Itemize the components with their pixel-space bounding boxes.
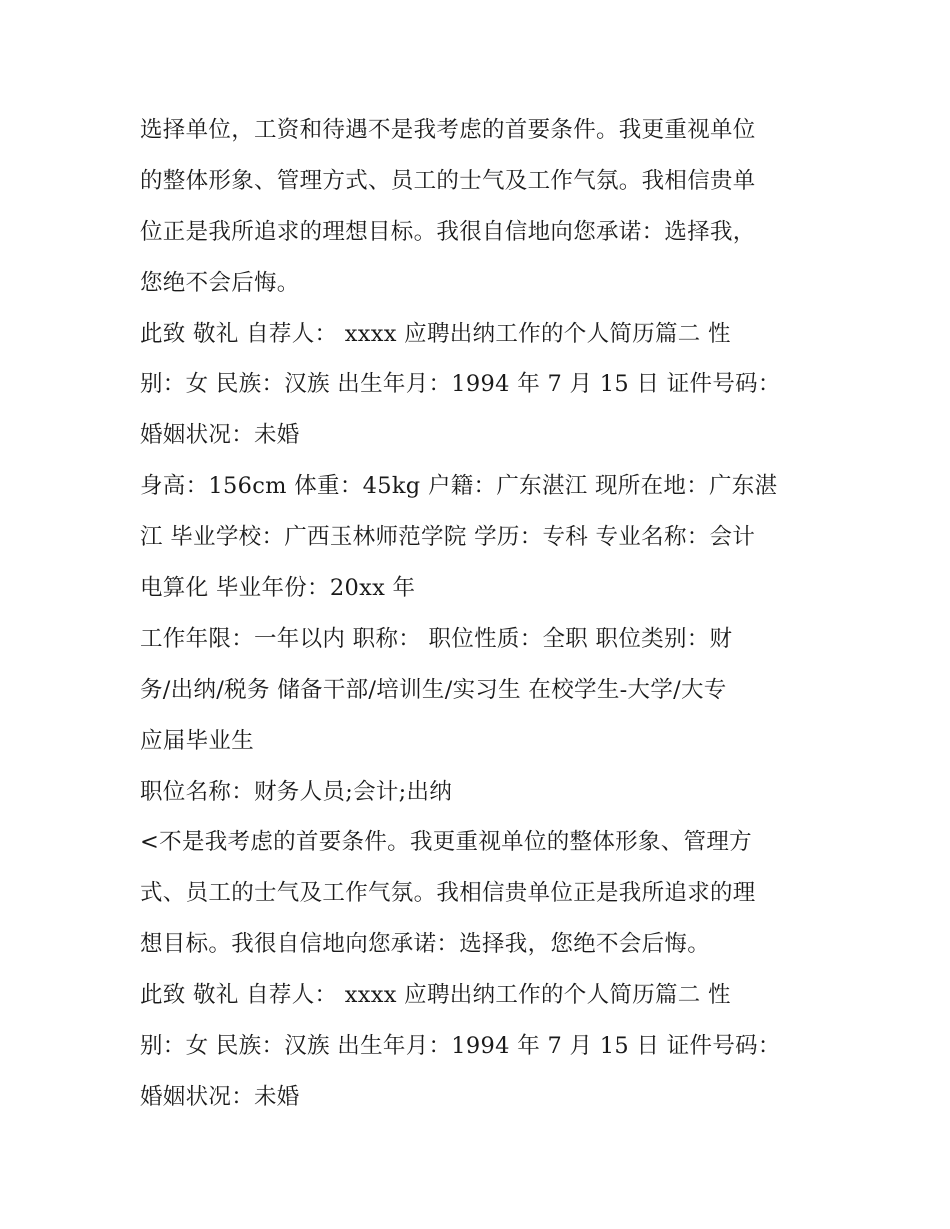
text-line: 的整体形象、管理方式、员工的士气及工作气氛。我相信贵单 xyxy=(140,167,756,194)
text-line: 此致 敬礼 自荐人： xxxx 应聘出纳工作的个人简历篇二 性 xyxy=(140,320,731,347)
text-line: 式、员工的士气及工作气氛。我相信贵单位正是我所追求的理 xyxy=(140,880,756,907)
text-line: <不是我考虑的首要条件。我更重视单位的整体形象、管理方 xyxy=(140,829,752,856)
text-line: 职位名称：财务人员;会计;出纳 xyxy=(140,778,453,805)
text-line: 您绝不会后悔。 xyxy=(140,269,300,296)
text-line: 务/出纳/税务 储备干部/培训生/实习生 在校学生-大学/大专 xyxy=(140,676,727,703)
text-line: 位正是我所追求的理想目标。我很自信地向您承诺：选择我， xyxy=(140,218,756,245)
text-line: 别：女 民族：汉族 出生年月：1994 年 7 月 15 日 证件号码： xyxy=(140,1033,781,1060)
text-line: 选择单位，工资和待遇不是我考虑的首要条件。我更重视单位 xyxy=(140,117,756,143)
text-line: 别：女 民族：汉族 出生年月：1994 年 7 月 15 日 证件号码： xyxy=(140,371,781,398)
text-line: 工作年限：一年以内 职称： 职位性质：全职 职位类别：财 xyxy=(140,625,733,652)
body-text xyxy=(140,105,820,1123)
text-line: 想目标。我很自信地向您承诺：选择我，您绝不会后悔。 xyxy=(140,931,711,958)
text-line: 江 毕业学校：广西玉林师范学院 学历：专科 专业名称：会计 xyxy=(140,524,756,551)
text-line: 电算化 毕业年份：20xx 年 xyxy=(140,575,416,602)
text-line: 应届毕业生 xyxy=(140,727,255,754)
text-line: 身高：156cm 体重：45kg 户籍：广东湛江 现所在地：广东湛 xyxy=(140,473,778,500)
text-line: 此致 敬礼 自荐人： xxxx 应聘出纳工作的个人简历篇二 性 xyxy=(140,982,731,1009)
text-line: 婚姻状况：未婚 xyxy=(140,422,300,449)
text-line: 婚姻状况：未婚 xyxy=(140,1083,300,1110)
